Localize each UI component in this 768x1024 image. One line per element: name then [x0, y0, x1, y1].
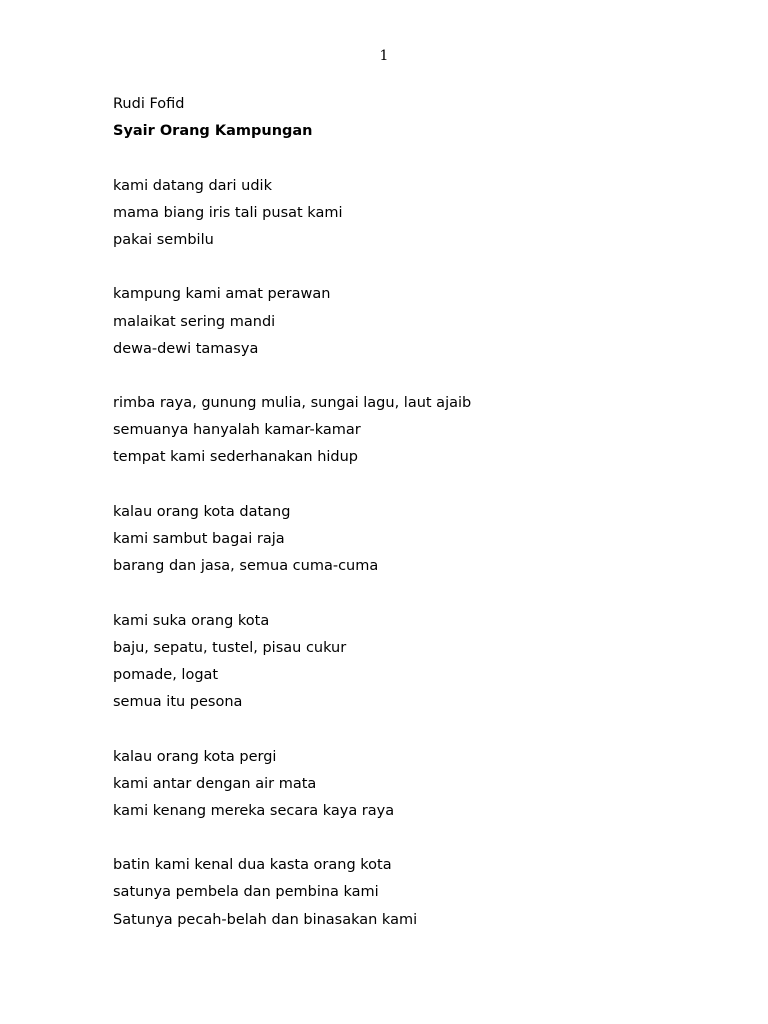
- poem-line: Satunya pecah-belah dan binasakan kami: [113, 911, 418, 928]
- poem-line: mama biang iris tali pusat kami: [113, 204, 343, 221]
- poem-line: batin kami kenal dua kasta orang kota: [113, 857, 392, 874]
- poem-line: kampung kami amat perawan: [113, 286, 331, 303]
- stanza-5: [113, 608, 713, 717]
- poem-title: Syair Orang Kampungan: [113, 123, 313, 140]
- poem-line: semua itu pesona: [113, 694, 243, 711]
- poem-line: tempat kami sederhanakan hidup: [113, 449, 359, 466]
- page-number: 1: [379, 48, 389, 64]
- poem-line: kami kenang mereka secara kaya raya: [113, 802, 395, 819]
- poem-line: kami antar dengan air mata: [113, 775, 317, 792]
- poem-author: Rudi Fofid: [113, 96, 185, 112]
- poem-line: semuanya hanyalah kamar-kamar: [113, 422, 361, 439]
- poem-line: kami sambut bagai raja: [113, 531, 285, 547]
- stanza-2: [113, 281, 713, 363]
- poem-line: barang dan jasa, semua cuma-cuma: [113, 558, 379, 575]
- poem-line: rimba raya, gunung mulia, sungai lagu, laut ajaib: [113, 395, 472, 412]
- poem-line: satunya pembela dan pembina kami: [113, 884, 379, 901]
- poem-line: kalau orang kota pergi: [113, 748, 277, 765]
- poem-line: pakai sembilu: [113, 231, 214, 248]
- poem-line: kami suka orang kota: [113, 612, 270, 629]
- poem-line: kalau orang kota datang: [113, 503, 291, 520]
- poem-line: malaikat sering mandi: [113, 313, 276, 330]
- poem-line: dewa-dewi tamasya: [113, 340, 259, 357]
- stanza-3: [113, 390, 713, 472]
- stanza-6: [113, 744, 713, 826]
- stanza-7: [113, 852, 713, 934]
- poem-line: kami datang dari udik: [113, 177, 272, 194]
- poem-body: [113, 91, 713, 934]
- stanza-4: [113, 499, 713, 581]
- poem-line: pomade, logat: [113, 666, 219, 683]
- stanza-1: [113, 173, 713, 255]
- poem-line: baju, sepatu, tustel, pisau cukur: [113, 639, 347, 656]
